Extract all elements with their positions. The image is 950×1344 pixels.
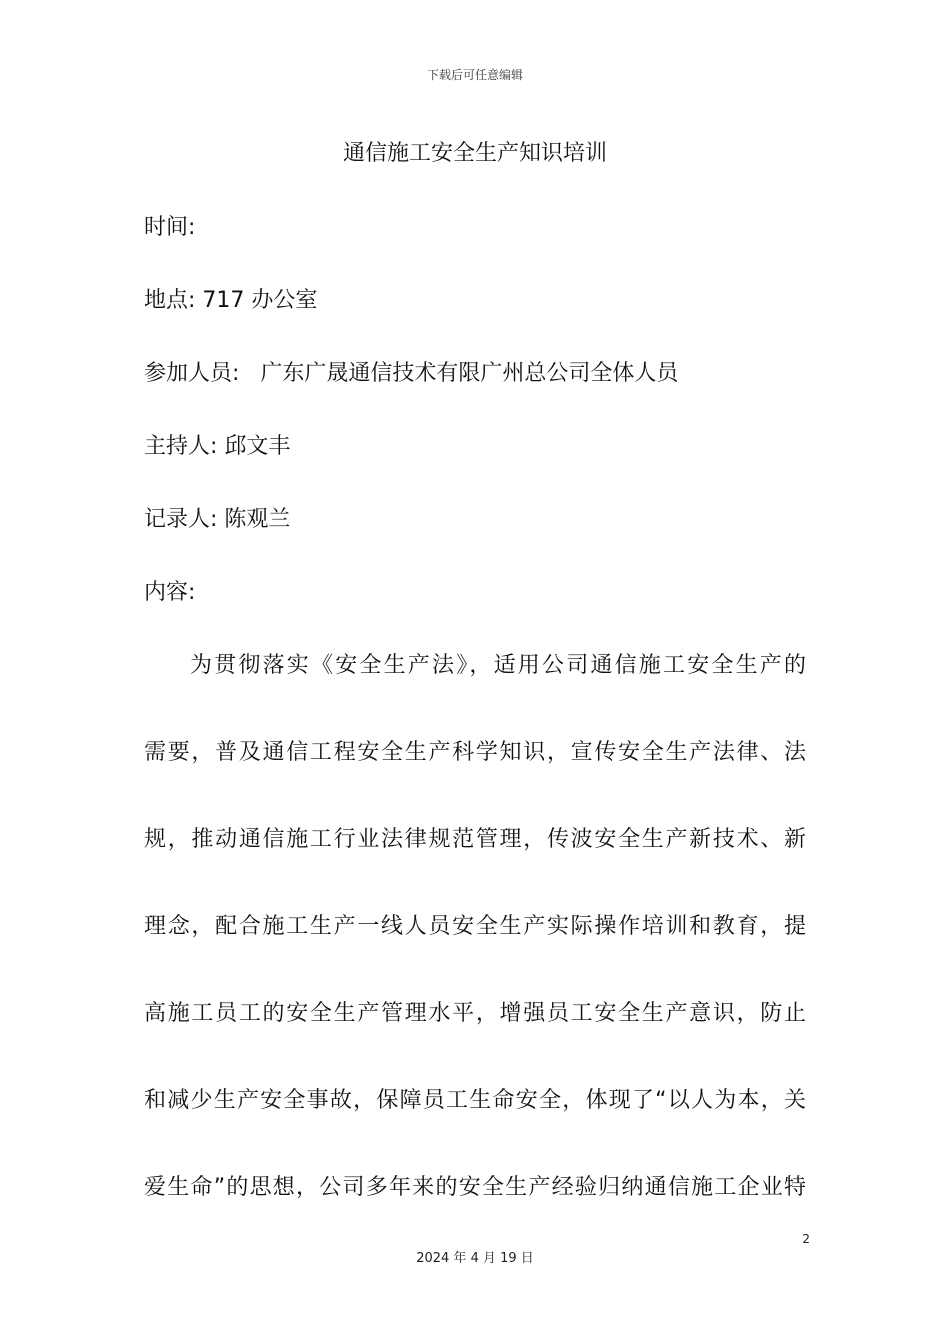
field-location-value: 717 办公室 (202, 288, 318, 313)
document-title: 通信施工安全生产知识培训 (342, 141, 607, 166)
body-line: 爱生命”的思想，公司多年来的安全生产经验归纳通信施工企业特 (144, 1175, 806, 1200)
body-line: 高施工员工的安全生产管理水平，增强员工安全生产意识，防止 (144, 1001, 806, 1026)
body-line: 需要，普及通信工程安全生产科学知识，宣传安全生产法律、法 (144, 740, 806, 765)
field-content-label: 内容: (144, 580, 196, 605)
body-line: 为贯彻落实《安全生产法》，适用公司通信施工安全生产的 (190, 653, 806, 678)
field-recorder (144, 502, 290, 533)
field-host-label: 主持人: (144, 434, 218, 459)
field-participants-label: 参加人员: (144, 361, 240, 386)
field-location-label: 地点: (144, 288, 196, 313)
field-time (144, 210, 195, 241)
field-host (144, 429, 290, 460)
field-host-value: 邱文丰 (224, 434, 291, 459)
body-line: 理念，配合施工生产一线人员安全生产实际操作培训和教育，提 (144, 914, 806, 939)
footer-date: 2024 年 4 月 19 日 (416, 1251, 534, 1266)
field-participants (144, 356, 678, 387)
field-content (144, 575, 195, 606)
field-location (144, 283, 317, 314)
body-line: 和减少生产安全事故，保障员工生命安全，体现了“以人为本，关 (144, 1088, 806, 1113)
body-line: 规，推动通信施工行业法律规范管理，传波安全生产新技术、新 (144, 827, 806, 852)
page-number: 2 (802, 1232, 810, 1246)
field-recorder-label: 记录人: (144, 507, 218, 532)
header-note: 下载后可任意编辑 (426, 68, 523, 82)
field-time-label: 时间: (144, 215, 196, 240)
field-recorder-value: 陈观兰 (224, 507, 291, 532)
field-participants-value: 广东广晟通信技术有限广州总公司全体人员 (260, 361, 679, 386)
